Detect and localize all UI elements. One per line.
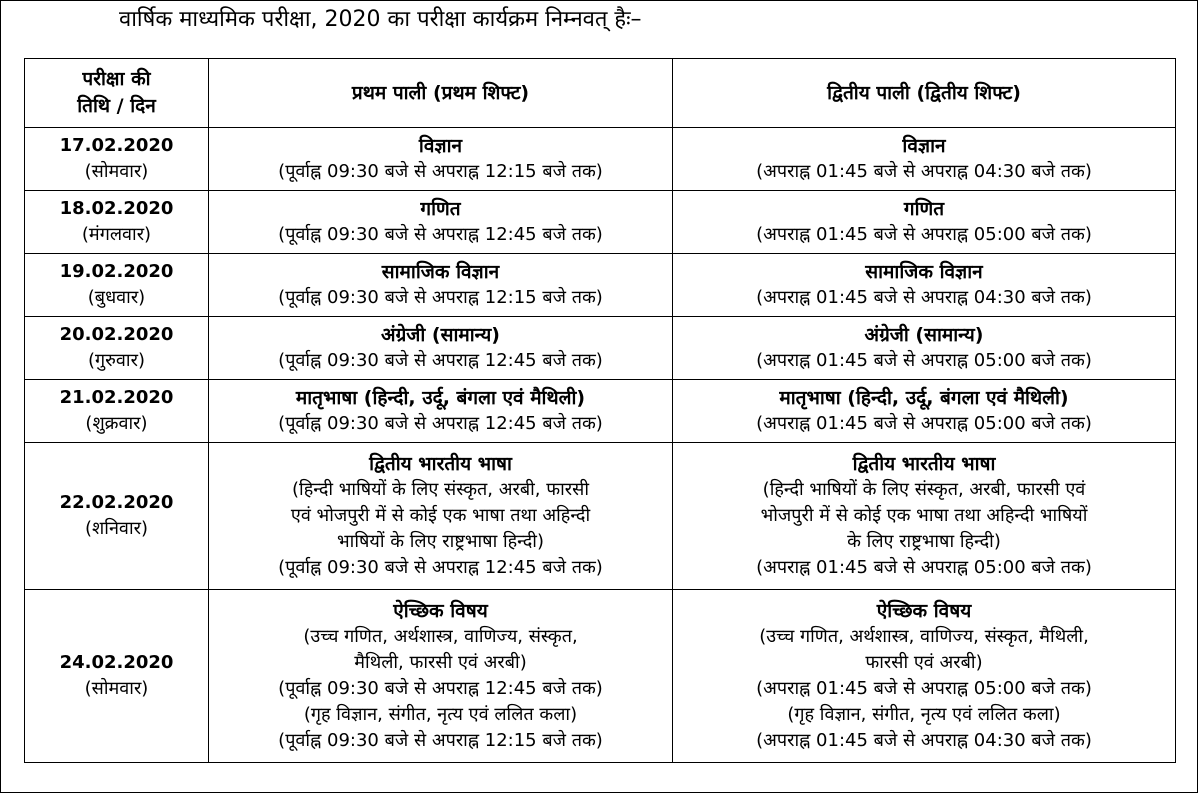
first-shift-cell bbox=[209, 191, 673, 254]
subject-name: अंग्रेजी (सामान्य) bbox=[381, 324, 500, 346]
exam-date: 17.02.2020 bbox=[59, 135, 174, 156]
time-line: (अपराह्न 01:45 बजे से अपराह्न 04:30 बजे तक) bbox=[756, 730, 1092, 751]
time-line: (पूर्वाह्न 09:30 बजे से अपराह्न 12:15 बजे तक) bbox=[278, 161, 603, 182]
exam-date: 22.02.2020 bbox=[59, 492, 174, 513]
exam-day: (बुधवार) bbox=[87, 287, 146, 308]
subject-name: विज्ञान bbox=[902, 135, 946, 157]
subject-name: गणित bbox=[903, 198, 945, 220]
table-row bbox=[25, 254, 1176, 317]
first-shift-cell bbox=[209, 443, 673, 590]
first-shift-cell bbox=[209, 380, 673, 443]
header-second-shift: द्वितीय पाली (द्वितीय शिफ्ट) bbox=[673, 59, 1176, 128]
subject-name: मातृभाषा (हिन्दी, उर्दू, बंगला एवं मैथिली) bbox=[779, 387, 1069, 409]
time-line: (अपराह्न 01:45 बजे से अपराह्न 05:00 बजे तक) bbox=[756, 350, 1092, 371]
detail-line: मैथिली, फारसी एवं अरबी) bbox=[354, 652, 527, 673]
detail-line: (उच्च गणित, अर्थशास्त्र, वाणिज्य, संस्कृत, bbox=[303, 626, 578, 647]
second-shift-cell bbox=[673, 590, 1176, 763]
exam-day: (गुरुवार) bbox=[88, 350, 145, 371]
date-cell bbox=[25, 380, 209, 443]
exam-schedule-table bbox=[24, 58, 1176, 763]
time-line: (पूर्वाह्न 09:30 बजे से अपराह्न 12:15 बजे तक) bbox=[278, 287, 603, 308]
table-row bbox=[25, 317, 1176, 380]
date-cell bbox=[25, 254, 209, 317]
table-row bbox=[25, 128, 1176, 191]
exam-day: (सोमवार) bbox=[84, 678, 149, 699]
subject-name: मातृभाषा (हिन्दी, उर्दू, बंगला एवं मैथिली) bbox=[295, 387, 586, 409]
first-shift-cell bbox=[209, 254, 673, 317]
subject-name: ऐच्छिक विषय bbox=[876, 600, 972, 622]
exam-date: 19.02.2020 bbox=[59, 261, 174, 282]
time-line: (पूर्वाह्न 09:30 बजे से अपराह्न 12:45 बजे तक) bbox=[278, 678, 603, 699]
detail-line: (हिन्दी भाषियों के लिए संस्कृत, अरबी, फारसी एवं bbox=[762, 479, 1086, 500]
time-line: (पूर्वाह्न 09:30 बजे से अपराह्न 12:15 बजे तक) bbox=[278, 730, 603, 751]
exam-day: (शुक्रवार) bbox=[85, 413, 148, 434]
detail-line: के लिए राष्ट्रभाषा हिन्दी) bbox=[847, 531, 1001, 552]
header-date-line1: परीक्षा की bbox=[82, 68, 151, 90]
date-cell bbox=[25, 317, 209, 380]
header-first-shift: प्रथम पाली (प्रथम शिफ्ट) bbox=[209, 59, 673, 128]
time-line: (अपराह्न 01:45 बजे से अपराह्न 05:00 बजे तक) bbox=[756, 678, 1092, 699]
exam-day: (मंगलवार) bbox=[81, 224, 152, 245]
date-cell bbox=[25, 590, 209, 763]
first-shift-cell bbox=[209, 128, 673, 191]
time-line: (अपराह्न 01:45 बजे से अपराह्न 04:30 बजे तक) bbox=[756, 161, 1092, 182]
date-cell bbox=[25, 191, 209, 254]
first-shift-cell bbox=[209, 590, 673, 763]
first-shift-cell bbox=[209, 317, 673, 380]
detail-line: फारसी एवं अरबी) bbox=[865, 652, 983, 673]
subject-name: द्वितीय भारतीय भाषा bbox=[369, 453, 512, 475]
exam-date: 24.02.2020 bbox=[59, 652, 174, 673]
subject-name: सामाजिक विज्ञान bbox=[865, 261, 983, 283]
detail-line: (गृह विज्ञान, संगीत, नृत्य एवं ललित कला) bbox=[303, 704, 578, 725]
table-row bbox=[25, 380, 1176, 443]
second-shift-cell bbox=[673, 443, 1176, 590]
time-line: (पूर्वाह्न 09:30 बजे से अपराह्न 12:45 बजे तक) bbox=[278, 224, 603, 245]
detail-line: (हिन्दी भाषियों के लिए संस्कृत, अरबी, फारसी bbox=[292, 479, 589, 500]
detail-line: (उच्च गणित, अर्थशास्त्र, वाणिज्य, संस्कृत, मैथिली, bbox=[759, 626, 1089, 647]
second-shift-cell bbox=[673, 191, 1176, 254]
time-line: (अपराह्न 01:45 बजे से अपराह्न 05:00 बजे तक) bbox=[756, 224, 1092, 245]
exam-date: 18.02.2020 bbox=[59, 198, 174, 219]
time-line: (अपराह्न 01:45 बजे से अपराह्न 05:00 बजे तक) bbox=[756, 413, 1092, 434]
subject-name: अंग्रेजी (सामान्य) bbox=[864, 324, 984, 346]
exam-date: 21.02.2020 bbox=[59, 387, 174, 408]
time-line: (अपराह्न 01:45 बजे से अपराह्न 04:30 बजे तक) bbox=[756, 287, 1092, 308]
header-date-day bbox=[25, 59, 209, 128]
time-line: (पूर्वाह्न 09:30 बजे से अपराह्न 12:45 बजे तक) bbox=[278, 557, 603, 578]
exam-day: (सोमवार) bbox=[84, 161, 149, 182]
subject-name: ऐच्छिक विषय bbox=[393, 600, 488, 622]
table-row bbox=[25, 590, 1176, 763]
second-shift-cell bbox=[673, 128, 1176, 191]
time-line: (पूर्वाह्न 09:30 बजे से अपराह्न 12:45 बजे तक) bbox=[278, 413, 603, 434]
subject-name: विज्ञान bbox=[418, 135, 463, 157]
second-shift-cell bbox=[673, 317, 1176, 380]
table-row bbox=[25, 443, 1176, 590]
time-line: (पूर्वाह्न 09:30 बजे से अपराह्न 12:45 बजे तक) bbox=[278, 350, 603, 371]
subject-name: गणित bbox=[420, 198, 461, 220]
detail-line: एवं भोजपुरी में से कोई एक भाषा तथा अहिन्दी bbox=[290, 505, 591, 526]
table-row bbox=[25, 191, 1176, 254]
detail-line: (गृह विज्ञान, संगीत, नृत्य एवं ललित कला) bbox=[787, 704, 1061, 725]
time-line: (अपराह्न 01:45 बजे से अपराह्न 05:00 बजे तक) bbox=[756, 557, 1092, 578]
second-shift-cell bbox=[673, 254, 1176, 317]
document-title: वार्षिक माध्यमिक परीक्षा, 2020 का परीक्षा कार्यक्रम निम्नवत् हैः– bbox=[119, 7, 642, 32]
exam-day: (शनिवार) bbox=[85, 518, 148, 539]
subject-name: द्वितीय भारतीय भाषा bbox=[852, 453, 996, 475]
exam-date: 20.02.2020 bbox=[59, 324, 174, 345]
header-date-line2: तिथि / दिन bbox=[77, 95, 156, 117]
detail-line: भोजपुरी में से कोई एक भाषा तथा अहिन्दी भाषियों bbox=[760, 505, 1088, 526]
detail-line: भाषियों के लिए राष्ट्रभाषा हिन्दी) bbox=[337, 531, 544, 552]
date-cell bbox=[25, 128, 209, 191]
date-cell bbox=[25, 443, 209, 590]
subject-name: सामाजिक विज्ञान bbox=[381, 261, 500, 283]
table-header-row bbox=[25, 59, 1176, 128]
second-shift-cell bbox=[673, 380, 1176, 443]
